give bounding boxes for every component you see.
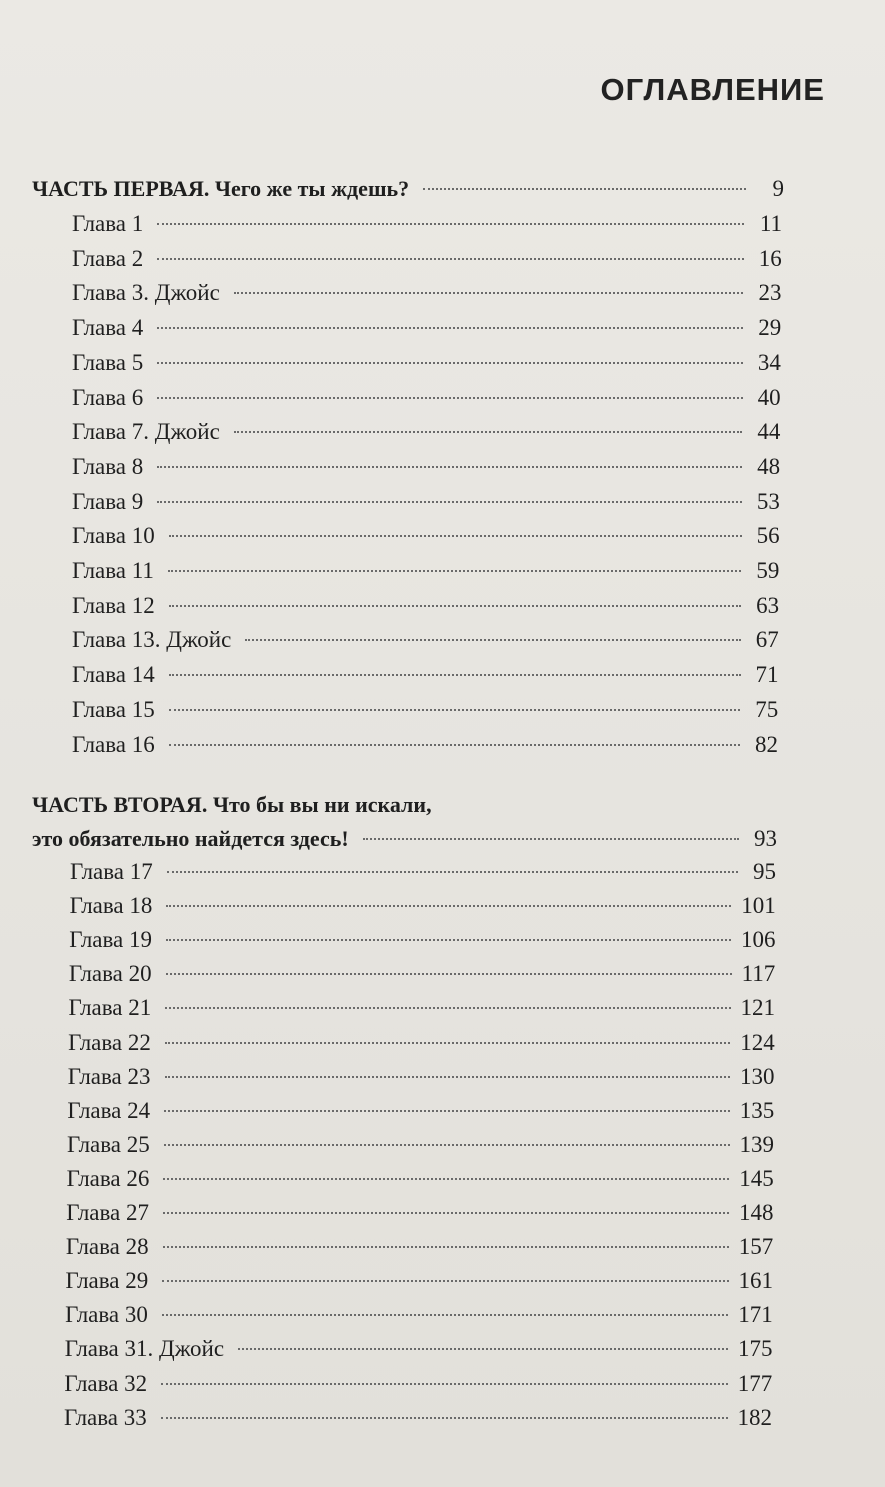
chapter-title: Глава 31. Джойс <box>64 1336 225 1362</box>
dot-leader <box>234 292 744 294</box>
chapter-page-number: 175 <box>738 1336 773 1362</box>
toc-entry <box>67 1096 774 1126</box>
dot-leader <box>168 570 741 572</box>
chapter-page-number: 121 <box>740 995 775 1021</box>
chapter-title: Глава 30 <box>65 1302 148 1328</box>
chapter-page-number: 67 <box>755 627 779 653</box>
toc-entry <box>72 452 780 482</box>
dot-leader <box>157 466 742 468</box>
chapter-page-number: 177 <box>737 1370 773 1396</box>
chapter-title: Глава 20 <box>68 961 152 987</box>
chapter-page-number: 148 <box>739 1200 774 1225</box>
dot-leader <box>157 223 744 225</box>
dot-leader <box>169 709 740 711</box>
dot-leader <box>166 939 731 941</box>
toc-entry <box>67 1130 774 1160</box>
dot-leader <box>169 535 742 537</box>
dot-leader <box>169 605 741 607</box>
dot-leader <box>238 1348 728 1350</box>
dot-leader <box>163 1212 729 1214</box>
toc-entry <box>72 730 778 760</box>
toc-entry <box>66 1266 774 1296</box>
toc-entry <box>69 925 775 955</box>
chapter-title: Глава 33 <box>64 1404 147 1430</box>
toc-entry <box>70 857 776 887</box>
chapter-title: Глава 21 <box>68 995 152 1021</box>
chapter-page-number: 23 <box>758 280 782 306</box>
chapter-title: Глава 22 <box>68 1029 151 1055</box>
toc-part-2 <box>32 824 777 854</box>
toc-entry <box>72 313 781 343</box>
dot-leader <box>166 905 731 907</box>
chapter-title: Глава 13. Джойс <box>72 627 232 653</box>
dot-leader <box>169 744 740 746</box>
chapter-page-number: 82 <box>755 731 778 757</box>
chapter-title: Глава 10 <box>72 523 155 549</box>
chapter-title: Глава 25 <box>67 1131 150 1157</box>
chapter-title: Глава 12 <box>72 592 155 618</box>
chapter-page-number: 171 <box>738 1302 773 1328</box>
toc-entry <box>72 278 781 308</box>
dot-leader <box>162 1280 728 1282</box>
chapter-page-number: 29 <box>758 315 782 341</box>
chapter-title: Глава 32 <box>64 1370 148 1396</box>
toc-entry <box>72 521 780 551</box>
dot-leader <box>234 431 743 433</box>
chapter-title: Глава 11 <box>72 558 154 583</box>
dot-leader <box>245 639 741 641</box>
part-1-label: ЧАСТЬ ПЕРВАЯ. Чего же ты ждешь? <box>32 176 410 201</box>
chapter-page-number: 34 <box>757 349 781 375</box>
chapter-title: Глава 15 <box>72 696 155 722</box>
chapter-title: Глава 4 <box>72 315 144 341</box>
chapter-page-number: 182 <box>737 1404 772 1430</box>
part-2-label-line-1: ЧАСТЬ ВТОРАЯ. Что бы вы ни искали, <box>32 792 432 817</box>
dot-leader <box>169 674 741 676</box>
dot-leader <box>167 871 738 873</box>
chapter-title: Глава 27 <box>66 1200 150 1225</box>
chapter-page-number: 48 <box>757 453 781 479</box>
chapter-page-number: 117 <box>741 961 776 987</box>
chapter-title: Глава 8 <box>72 453 144 479</box>
toc-entry <box>64 1369 772 1399</box>
chapter-page-number: 11 <box>759 211 782 236</box>
dot-leader <box>164 1144 730 1146</box>
toc-entry <box>72 244 782 274</box>
chapter-title: Глава 18 <box>69 893 153 919</box>
toc-entry <box>72 383 781 413</box>
toc-entry <box>72 695 778 725</box>
chapter-page-number: 145 <box>739 1165 774 1191</box>
dot-leader <box>157 362 743 364</box>
chapter-page-number: 161 <box>738 1268 773 1294</box>
toc-entry <box>72 591 779 621</box>
toc-entry <box>72 660 779 690</box>
toc-entry <box>70 891 776 921</box>
chapter-page-number: 124 <box>740 1029 775 1055</box>
chapter-title: Глава 29 <box>65 1268 149 1294</box>
chapter-page-number: 95 <box>753 859 776 884</box>
chapter-title: Глава 23 <box>67 1063 151 1089</box>
chapter-title: Глава 28 <box>65 1234 149 1260</box>
chapter-title: Глава 16 <box>72 731 155 757</box>
toc-entry <box>72 556 779 586</box>
chapter-page-number: 106 <box>741 927 776 953</box>
toc-part-1 <box>32 174 784 204</box>
chapter-title: Глава 7. Джойс <box>72 419 220 445</box>
chapter-title: Глава 19 <box>69 927 153 953</box>
dot-leader <box>162 1314 728 1316</box>
toc-entry <box>67 1164 774 1194</box>
chapter-title: Глава 3. Джойс <box>72 280 220 306</box>
toc-entry <box>72 487 780 517</box>
chapter-page-number: 56 <box>756 523 780 549</box>
dot-leader <box>157 258 743 260</box>
toc-entry <box>72 625 779 655</box>
dot-leader <box>163 1246 729 1248</box>
dot-leader <box>165 1007 730 1009</box>
chapter-page-number: 157 <box>738 1234 774 1260</box>
toc-entry <box>68 1028 775 1058</box>
part-2-page: 93 <box>754 826 777 851</box>
dot-leader <box>165 1042 730 1044</box>
dot-leader <box>165 1076 730 1078</box>
dot-leader <box>164 1110 730 1112</box>
chapter-title: Глава 14 <box>72 662 155 688</box>
dot-leader <box>166 973 732 975</box>
chapter-page-number: 44 <box>757 419 781 445</box>
chapter-page-number: 130 <box>740 1063 775 1089</box>
chapter-page-number: 40 <box>757 384 781 410</box>
chapter-page-number: 139 <box>739 1131 774 1157</box>
chapter-title: Глава 24 <box>67 1097 151 1123</box>
dot-leader <box>157 501 742 503</box>
toc-entry <box>65 1300 773 1330</box>
chapter-page-number: 53 <box>756 488 780 514</box>
dot-leader <box>423 188 746 190</box>
chapter-page-number: 75 <box>755 696 779 722</box>
chapter-page-number: 71 <box>755 662 779 688</box>
chapter-title: Глава 2 <box>72 245 144 271</box>
toc-entry <box>66 1198 773 1228</box>
dot-leader <box>161 1383 728 1385</box>
toc-entry <box>72 348 781 378</box>
toc-entry <box>72 209 782 239</box>
chapter-page-number: 16 <box>758 245 782 271</box>
chapter-title: Глава 9 <box>72 488 144 514</box>
chapter-page-number: 63 <box>756 592 780 618</box>
chapter-page-number: 101 <box>741 893 776 919</box>
chapter-title: Глава 26 <box>66 1165 150 1191</box>
part-1-page: 9 <box>772 176 784 201</box>
chapter-title: Глава 17 <box>70 859 153 884</box>
dot-leader <box>161 1417 728 1419</box>
toc-entry <box>72 417 780 447</box>
toc-entry <box>69 993 776 1023</box>
chapter-page-number: 135 <box>739 1097 775 1123</box>
page-title: ОГЛАВЛЕНИЕ <box>600 72 825 107</box>
toc-entry <box>68 1062 775 1092</box>
toc-entry <box>66 1232 773 1262</box>
dot-leader <box>157 397 742 399</box>
toc-entry <box>69 959 775 989</box>
toc-entry <box>64 1403 772 1433</box>
chapter-title: Глава 5 <box>72 349 144 375</box>
dot-leader <box>163 1178 729 1180</box>
chapter-page-number: 59 <box>756 558 780 583</box>
chapter-title: Глава 1 <box>72 211 144 236</box>
dot-leader <box>363 838 739 840</box>
chapter-title: Глава 6 <box>72 384 144 410</box>
dot-leader <box>157 327 743 329</box>
part-2-label-line-2: это обязательно найдется здесь! <box>32 826 349 851</box>
toc-entry <box>65 1334 773 1364</box>
